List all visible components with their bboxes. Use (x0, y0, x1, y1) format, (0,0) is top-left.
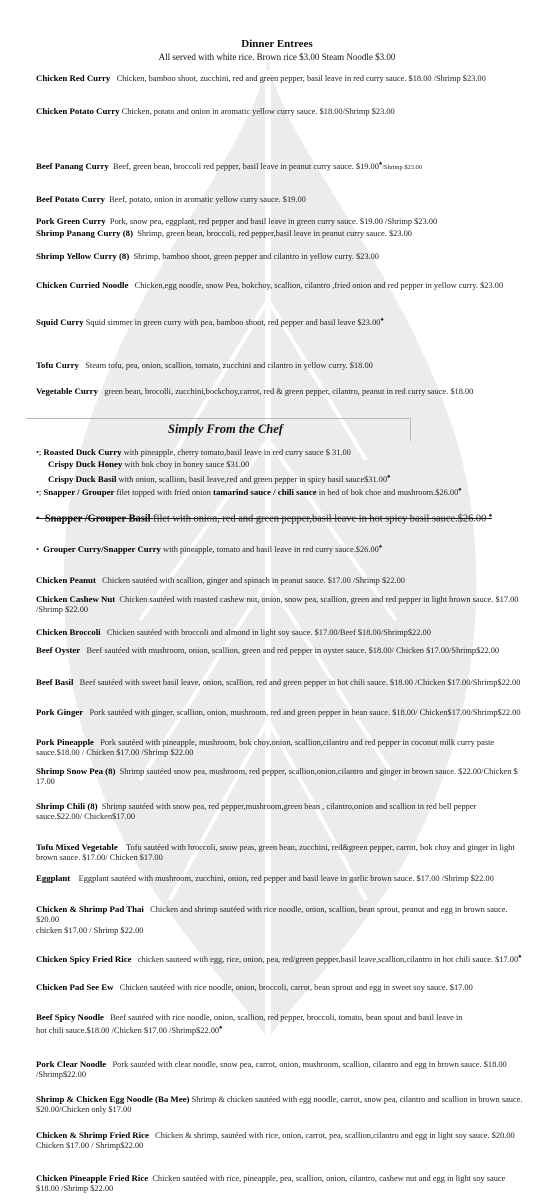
item-name: Tofu Curry (36, 360, 79, 370)
item-extra-price: /Shrimp $23.00 (382, 163, 422, 171)
item-name: Chicken Cashew Nut (36, 594, 116, 604)
spicy-icon: ♠ (387, 474, 391, 480)
menu-item (36, 1012, 524, 1037)
menu-item (36, 677, 524, 688)
item-description: green bean, brocolli, zucchini,bockchoy,carrot, red & green pepper, cilantro, peanut in red curry sauce. $18.00 (104, 387, 474, 396)
menu-item (36, 280, 524, 291)
item-name: Beef Panang Curry (36, 160, 109, 171)
menu-item (36, 251, 524, 262)
item-name: Chicken Potato Curry (36, 106, 120, 116)
item-description: Chicken sautéed with scallion, ginger and spinach in peanut sauce. $17.00 /Shrimp $22.00 (102, 576, 405, 585)
spicy-icon: ♠ (518, 954, 522, 960)
item-name: Beef Oyster (36, 645, 81, 655)
bullet-prefix: •; (36, 487, 44, 497)
item-description: Pork sautéed with pineapple, mushroom, bok choy,onion, scallion,cilantro and red pepper in coconut milk curry paste sauce.$18.00 / Chicken $17.00 /Shrimp $22.00 (36, 738, 495, 758)
item-description: Beef, potato, onion in aromatic yellow curry sauce. $19.00 (109, 195, 306, 204)
item-description: Beef sautéed with rice noodle, onion, scallion, red pepper, broccoli, tomato, bean spout and basil leave in (110, 1013, 463, 1022)
item-name: Chicken Peanut (36, 575, 96, 585)
item-description: Chicken sautéed with rice noodle, onion, broccoli, carrot, bean sprout and egg in sweet soy sauce. $17.00 (119, 983, 473, 992)
item-name: Chicken Pineapple Fried Rice (36, 1173, 149, 1183)
item-name: Vegetable Curry (36, 386, 98, 396)
dinner-entrees-title: Dinner Entrees (241, 38, 313, 50)
menu-item-struck (36, 510, 524, 525)
item-description: filet with onion, red and green pepper,basil leave in hot spicy basil sauce.$26.00 (153, 513, 487, 525)
item-name: Pork Ginger (36, 707, 84, 717)
menu-item (36, 447, 524, 458)
item-alt-prices: hot chili sauce.$18.00 /Chicken $17.00 /Shrimp$22.00 (36, 1026, 220, 1036)
menu-item (36, 485, 524, 498)
item-name: Beef Spicy Noodle (36, 1012, 104, 1022)
item-description: Beef sautéed with sweet basil leave, onion, scallion, red and green pepper in hot chili sauce. $18.00 /Chicken $17.00/Shrimp$22.00 (79, 678, 521, 687)
item-name: Snapper / Grouper (43, 486, 115, 497)
item-name: Shrimp Chili (8) (36, 801, 98, 811)
item-description: Chicken and shrimp sautéed with rice noodle, onion, scallion, bean sprout, peanut and egg in brown sauce. $20.00 (36, 905, 508, 925)
item-description: with onion, scallion, basil leave,red and green pepper in spicy basil sauce$31.00 (118, 474, 388, 484)
menu-item (36, 801, 524, 823)
item-description: with pineapple, cherry tomato,basil leave in red curry sauce $ 31.00 (123, 448, 351, 457)
item-name: Chicken Red Curry (36, 73, 111, 83)
item-tag: (Ba Mee) (152, 1094, 190, 1104)
menu-item (36, 73, 524, 84)
item-name: Chicken Broccoli (36, 627, 101, 637)
menu-item (36, 1059, 524, 1081)
item-description: Pork sautéed with ginger, scallion, onion, mushroom, red and green pepper in bean sauce. $18.00/ Chicken$17.00/Shrimp$22.00 (89, 708, 521, 717)
item-description: Tofu sautéed with broccoli, snow peas, green bean, zucchini, red&green pepper, carrot, bok choy and ginger in light brown sauce. $17.00/ Chicken $17.00 (36, 843, 515, 863)
menu-item (36, 194, 524, 205)
item-name: Pork Clear Noodle (36, 1059, 107, 1069)
item-description: Shrimp, green bean, broccoli, red pepper,basil leave in peanut curry sauce. $23.00 (137, 229, 412, 238)
menu-item (36, 842, 524, 864)
menu-item (36, 228, 524, 239)
menu-item (36, 904, 524, 936)
item-name: Crispy Duck Honey (48, 459, 123, 469)
menu-item (36, 360, 524, 371)
dinner-entrees-subtitle: All served with white rice. Brown rice $3.00 Steam Noodle $3.00 (158, 52, 396, 62)
menu-item (36, 106, 524, 117)
spicy-icon: ♠ (380, 317, 384, 323)
item-name: Chicken & Shrimp Pad Thai (36, 904, 144, 914)
spicy-icon: ♠ (458, 487, 462, 493)
menu-item (36, 982, 524, 993)
item-name: Beef Basil (36, 677, 74, 687)
item-description: Chicken & shrimp, sautéed with rice, onion, carrot, pea, scallion,cilantro and egg in light soy sauce. $20.00 (155, 1131, 515, 1140)
item-name: Chicken & Shrimp Fried Rice (36, 1130, 149, 1140)
item-description: Chicken,egg noodle, snow Pea, bokchoy, scallion, cilantro ,fried onion and red pepper in yellow curry. $23.00 (134, 281, 504, 290)
spicy-icon: ♠ (219, 1025, 223, 1032)
item-name: Chicken Spicy Fried Rice (36, 953, 132, 964)
item-description: Pork, snow pea, eggplant, red pepper and basil leave in green curry sauce. $19.00 /Shrimp $23.00 (109, 217, 438, 226)
item-name: Grouper Curry/Snapper Curry (43, 543, 161, 554)
menu-item (36, 386, 524, 397)
menu-item (36, 707, 524, 718)
item-sauce-options: tamarind sauce / chili sauce (213, 486, 317, 497)
item-name: Shrimp Yellow Curry (8) (36, 251, 130, 261)
menu-item (36, 952, 524, 965)
item-name: Shrimp Snow Pea (8) (36, 766, 116, 776)
spicy-icon: ♠ (378, 161, 383, 167)
menu-item (36, 315, 524, 328)
item-name: Squid Curry (36, 316, 84, 327)
item-description: filet topped with fried onion (116, 487, 214, 497)
item-description: with pineapple, tomato and basil leave in red curry sauce.$26.00 (163, 544, 379, 554)
item-description: Pork sautéed with clear noodle, snow pea, carrot, onion, mushroom, scallion, cilantro and egg in brown sauce. $18.00 /Shrimp$22.00 (36, 1060, 507, 1080)
item-description: Beef, green bean, broccoli red pepper, basil leave in peanut curry sauce. $19.00 (113, 161, 379, 171)
menu-item (36, 1173, 524, 1195)
item-description: Chicken, bamboo shoot, zucchini, red and green pepper, basil leave in red curry sauce. $18.00 /Shrimp $23.00 (116, 74, 486, 83)
item-description: Squid simmer in green curry with pea, bamboo shoot, red pepper and basil leave $23.00 (85, 317, 381, 327)
menu-item (36, 159, 524, 173)
item-name: Chicken Pad See Ew (36, 982, 114, 992)
item-description: Chicken, potato and onion in aromatic yellow curry sauce. $18.00/Shrimp $23.00 (121, 107, 395, 116)
menu-item (36, 627, 524, 638)
item-description: Shrimp & chicken sautéed with egg noodle, carrot, snow pea, cilantro and scallion in brown sauce. $20.00/Chicken only $17.00 (36, 1095, 523, 1115)
bullet-marker: • (36, 513, 40, 525)
menu-item (48, 472, 524, 485)
item-description: chicken sauteed with egg, rice, onion, pea, red/green pepper,basil leave,scallion,cilantro in hot chili sauce. $17.00 (137, 954, 519, 964)
item-name: Shrimp Panang Curry (8) (36, 228, 134, 238)
item-description: Shrimp, bamboo shoot, green pepper and cilantro in yellow curry. $23.00 (133, 252, 379, 261)
menu-item (36, 645, 524, 656)
menu-item (36, 873, 524, 884)
bullet-prefix: •; (36, 448, 44, 457)
menu-item (36, 1130, 524, 1152)
item-description: Shrimp sautéed with snow pea, red pepper,mushroom,green bean , cilantro,onion and scallion in red bell pepper sauce.$22.00/ Chicken$17.00 (36, 802, 477, 822)
menu-item (36, 766, 524, 788)
spicy-icon: ♠ (488, 513, 493, 519)
item-name: Beef Potato Curry (36, 194, 105, 204)
spicy-icon: ♠ (378, 544, 383, 550)
item-name: Tofu Mixed Vegetable (36, 842, 118, 852)
item-name: Shrimp & Chicken Egg Noodle (36, 1094, 153, 1104)
menu-item (48, 459, 524, 470)
item-description: with bok choy in honey sauce $31.00 (124, 460, 250, 469)
item-description: Chicken sautéed with roasted cashew nut, onion, snow pea, scallion, green and red pepper in light brown sauce. $17.00 /Shrimp $22.00 (36, 595, 519, 615)
item-description-cont: in bed of bok choe and mushroom.$26.00 (316, 487, 459, 497)
item-description: Chicken sautéed with rice, pineapple, pea, scallion, onion, cilantro, cashew nut and egg in light soy sauce $18.00 /Shrimp $22.00 (36, 1174, 506, 1194)
menu-item (36, 575, 524, 586)
item-name: Pork Pineapple (36, 737, 94, 747)
item-name: Crispy Duck Basil (48, 473, 117, 484)
menu-item (36, 1094, 524, 1116)
bullet-marker: • (36, 544, 39, 554)
item-name: Roasted Duck Curry (43, 447, 122, 457)
item-name: Pork Green Curry (36, 216, 106, 226)
item-description: Beef sautéed with mushroom, onion, scallion, green and red pepper in oyster sauce. $18.00/ Chicken $17.00/Shrimp$22.00 (86, 646, 500, 655)
item-name: Chicken Curried Noodle (36, 280, 129, 290)
chef-section-title: Simply From the Chef (168, 422, 283, 436)
item-alt-prices: Chicken $17.00 / Shrimp$22.00 (36, 1141, 144, 1151)
item-name: Eggplant (36, 873, 71, 883)
item-name: Snapper /Grouper Basil (44, 513, 151, 525)
item-description: Steam tofu, pea, onion, scallion, tomato, zucchini and cilantro in yellow curry. $18.00 (85, 361, 373, 370)
item-alt-prices: chicken $17.00 / Shrimp $22.00 (36, 925, 144, 935)
item-description: Chicken sautéed with broccoli and almond in light soy sauce. $17.00/Beef $18.00/Shrimp$22.00 (106, 628, 431, 637)
menu-item (36, 542, 524, 555)
menu-item (36, 216, 524, 227)
menu-item (36, 737, 524, 759)
item-description: Eggplant sautéed with mushroom, zucchini, onion, red pepper and basil leave in garlic brown sauce. $17.00 /Shrimp $22.00 (78, 874, 494, 883)
menu-item (36, 594, 524, 616)
item-description: Shrimp sautéed snow pea, mushroom, red pepper, scallion,onion,cilantro and ginger in brown sauce. $22.00/Chicken $ 17.00 (36, 767, 518, 787)
